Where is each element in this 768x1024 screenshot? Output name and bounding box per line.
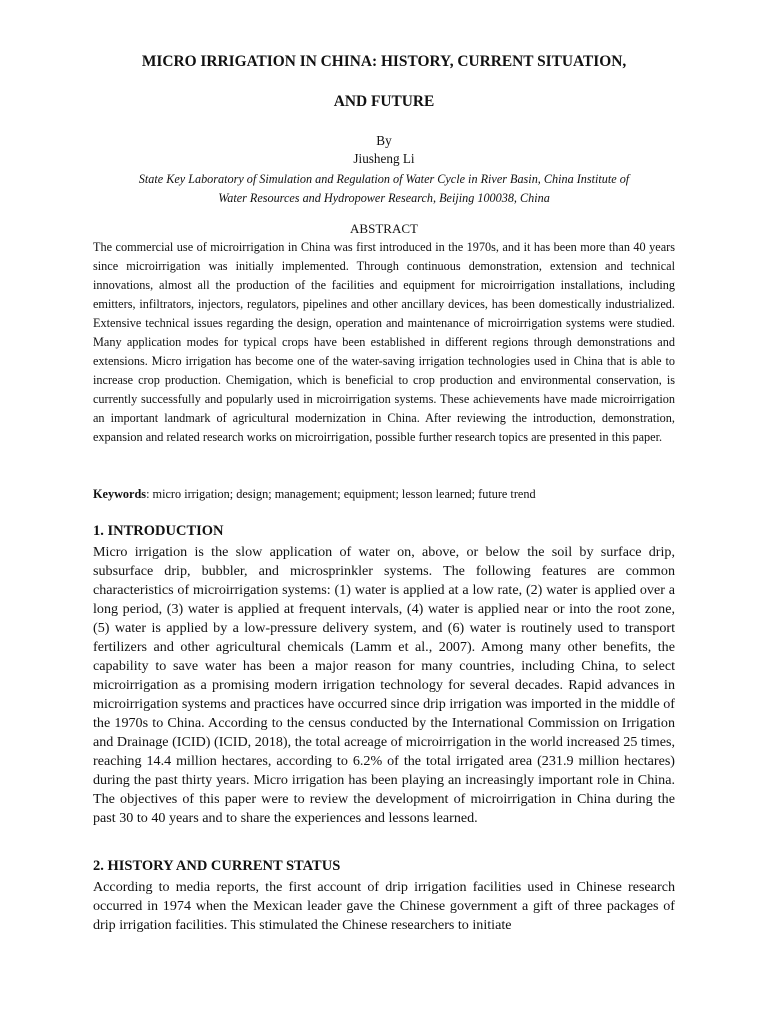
keywords-text: : micro irrigation; design; management; equipment; lesson learned; future trend (146, 487, 536, 501)
affiliation-line-2: Water Resources and Hydropower Research, Beijing 100038, China (218, 191, 550, 205)
section-text-introduction: Micro irrigation is the slow application of water on, above, or below the soil by surface drip, subsurface drip, bubbler, and microsprinkler systems. The following features are common characteristics of microirrigation systems: (1) water is applied at a low rate, (2) water is applied over a long period, (3) water is applied at frequent intervals, (4) water is applied near or into the root zone, (5) water is applied by a low-pressure delivery system, and (6) water is routinely used to transport fertilizers and other agricultural chemicals (Lamm et al., 2007). Among many other benefits, the capability to save water has been a major reason for many countries, including China, to select microirrigation as a promising modern irrigation technology for several decades. Rapid advances in microirrigation systems and practices have occurred since drip irrigation was imported in the middle of the 1970s to China. According to the census conducted by the International Commission on Irrigation and Drainage (ICID) (ICID, 2018), the total acreage of microirrigation in the world increased 25 times, reaching 14.4 million hectares, according to 6.2% of the total irrigated area (231.9 million hectares) during the past thirty years. Micro irrigation has been playing an increasingly important role in China. The objectives of this paper were to review the development of microirrigation in China during the past 30 to 40 years and to share the experiences and lessons learned. (93, 544, 675, 826)
abstract-heading: ABSTRACT (350, 221, 418, 236)
section-text-history: According to media reports, the first account of drip irrigation facilities used in Chinese research occurred in 1974 when the Mexican leader gave the Chinese government a gift of three packages of drip irrigation facilities. This stimulated the Chinese researchers to initiate (93, 879, 675, 933)
affiliation-line-1: State Key Laboratory of Simulation and Regulation of Water Cycle in River Basin, China Institute of (138, 172, 630, 186)
keywords-line (93, 485, 675, 504)
section-heading-history: 2. HISTORY AND CURRENT STATUS (93, 858, 341, 874)
section-heading-introduction: 1. INTRODUCTION (93, 523, 224, 539)
abstract-text: The commercial use of microirrigation in China was first introduced in the 1970s, and it has been more than 40 years since microirrigation was initially implemented. Through continuous demonstration, extension and technical innovations, almost all the production of the facilities and equipment for microirrigation installations, including emitters, infiltrators, injectors, regulators, pipelines and other ancillary devices, has been domestically industrialized. Extensive technical issues regarding the design, operation and maintenance of microirrigation systems were studied. Many application modes for typical crops have been established in different regions through demonstrations and extensions. Micro irrigation has become one of the water-saving irrigation technologies used in China that is able to increase crop production. Chemigation, which is beneficial to crop production and environmental conservation, is currently successfully and popularly used in microirrigation systems. These achievements have made microirrigation an important landmark of agricultural modernization in China. After reviewing the introduction, demonstration, expansion and related research works on microirrigation, possible further research topics are presented in this paper. (93, 240, 675, 444)
keywords-label: Keywords (93, 487, 147, 501)
paper-title-line-2: AND FUTURE (333, 93, 435, 110)
paper-title-line-1: MICRO IRRIGATION IN CHINA: HISTORY, CURRENT SITUATION, (141, 53, 627, 70)
author-name: Jiusheng Li (353, 151, 415, 166)
by-line: By (376, 133, 392, 148)
